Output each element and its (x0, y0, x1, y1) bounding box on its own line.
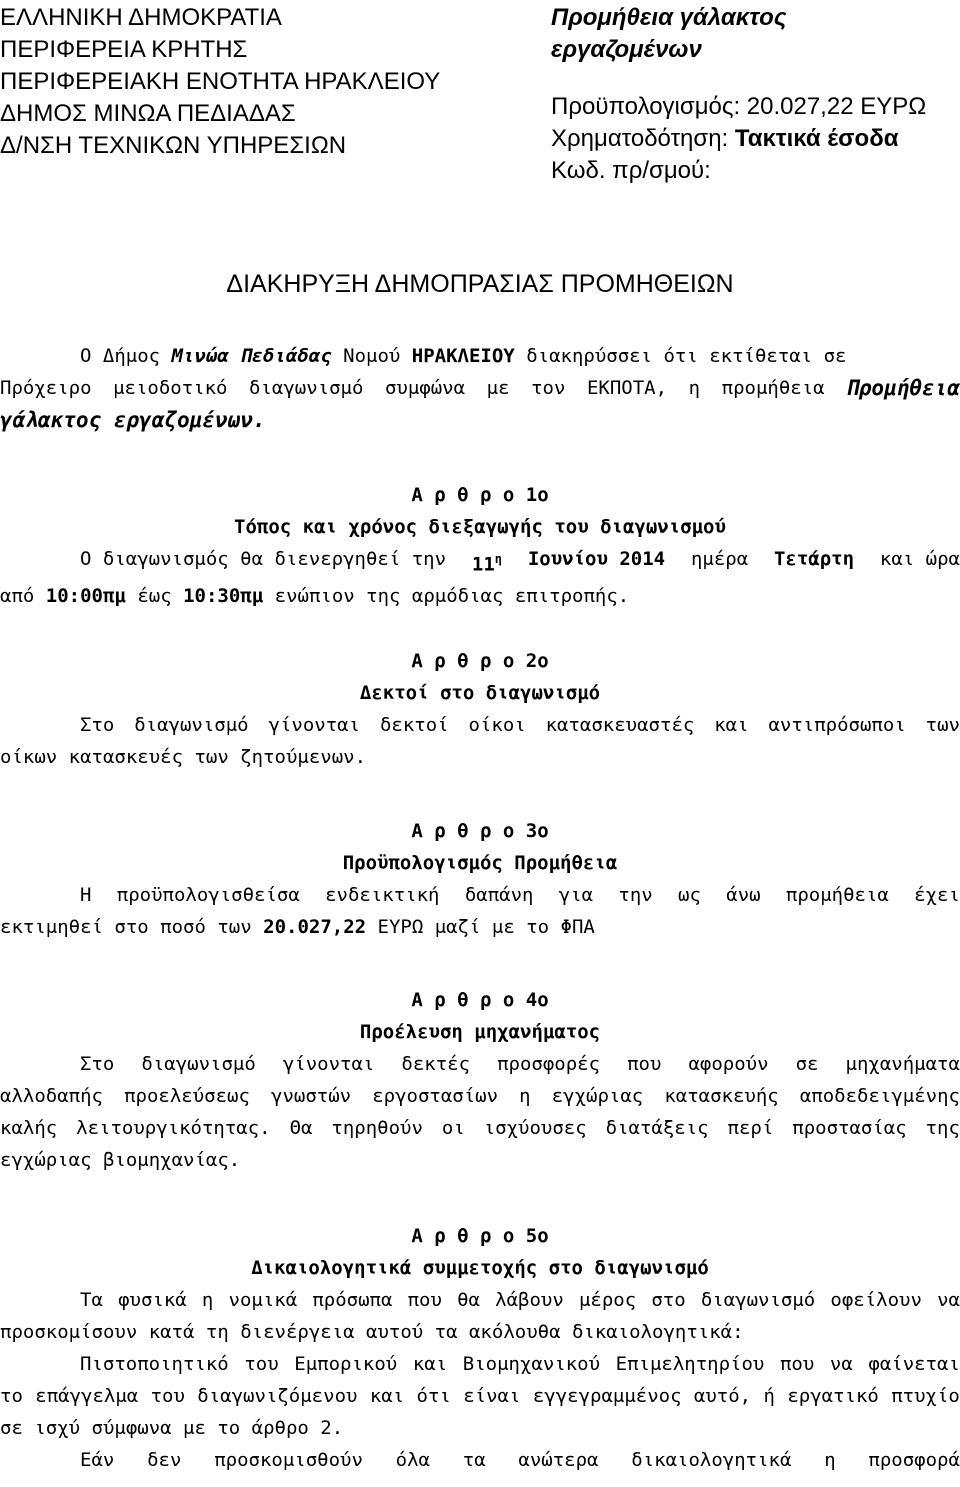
word: προμήθεια (785, 884, 889, 906)
word: φαίνεται (868, 1353, 960, 1375)
procurement-name: Προμήθεια (846, 376, 960, 400)
article-1 (0, 479, 960, 612)
article-4 (0, 984, 960, 1176)
word: και (369, 1385, 405, 1407)
article-text: από (0, 585, 35, 608)
word: του (244, 1353, 279, 1375)
article-text-line: εγχώριας βιομηχανίας. (0, 1149, 241, 1171)
word: Επιμελητηρίου (615, 1353, 765, 1375)
word: ή (763, 1385, 775, 1407)
word: εγχώριας (551, 1085, 644, 1107)
article-text-line: προσκομίσουν κατά τη διενέργεια αυτού τα ακόλουθα δικαιολογητικά: (0, 1321, 744, 1343)
word: αποδεδειγμένης (799, 1085, 960, 1107)
word: στο (651, 1289, 686, 1311)
intro-text: διακηρύσσει ότι εκτίθεται σε (526, 345, 847, 367)
article-heading: Α ρ θ ρ ο 1ο (411, 484, 549, 506)
word: γίνονται (282, 1053, 375, 1075)
article-text: Ο διαγωνισμός θα διενεργηθεί την (80, 548, 447, 570)
word: διαγωνισμό (700, 1289, 816, 1311)
word: περί (727, 1117, 774, 1139)
word: θα (457, 1289, 480, 1311)
article-subheading: Δικαιολογητικά συμμετοχής στο διαγωνισμό (251, 1257, 709, 1279)
start-time: 10:00πμ (45, 585, 126, 608)
word: να (937, 1289, 960, 1311)
word: δεν (147, 1449, 182, 1471)
document-title: ΔΙΑΚΗΡΥΞΗ ΔΗΜΟΠΡΑΣΙΑΣ ΠΡΟΜΗΘΕΙΩΝ (226, 270, 734, 298)
intro-word: προμήθεια (721, 377, 825, 399)
word: δεκτοί (379, 714, 449, 736)
article-text-line (0, 1048, 960, 1080)
word: Στο (80, 714, 115, 736)
article-text: εκτιμηθεί στο ποσό των (0, 916, 252, 938)
word: για (558, 884, 594, 906)
word: επάγγελμα (35, 1385, 139, 1407)
article-text-line (0, 1444, 960, 1476)
word: προσφορές (497, 1053, 601, 1075)
word: η (824, 1449, 836, 1471)
word: πτυχίο (891, 1385, 960, 1407)
word: προϋπολογισθείσα (116, 884, 300, 906)
word: Βιομηχανικού (462, 1353, 601, 1375)
article-text-line (0, 911, 960, 943)
word: αφορούν (688, 1053, 769, 1075)
word: λάβουν (495, 1289, 564, 1311)
word: είναι (463, 1385, 521, 1407)
date-suffix: η (494, 552, 502, 566)
word: αντιπρόσωποι (768, 714, 906, 736)
intro-word: τον (531, 377, 566, 399)
word: πρόσωπα (312, 1289, 393, 1311)
project-info-block (551, 2, 960, 187)
article-text-line (0, 1112, 960, 1144)
weekday: Τετάρτη (773, 548, 855, 570)
word: δαπάνη (464, 884, 534, 906)
word: που (627, 1053, 662, 1075)
budget-amount: 20.027,22 (263, 916, 367, 938)
word: έχει (914, 884, 960, 906)
word: Εμπορικού (294, 1353, 398, 1375)
word: του (150, 1385, 185, 1407)
intro-word: ΕΚΠΟΤΑ, (586, 377, 668, 399)
article-5 (0, 1220, 960, 1476)
article-text-line (0, 879, 960, 911)
word: κατασκευαστές (545, 714, 695, 736)
word: οίκοι (468, 714, 526, 736)
word: προστασίας (792, 1117, 907, 1139)
word: άνω (726, 884, 761, 906)
procurement-name: γάλακτος εργαζομένων. (0, 408, 266, 432)
word: διαγωνισμό (134, 714, 249, 736)
prefecture-name: ΗΡΑΚΛΕΙΟΥ (411, 345, 515, 367)
article-heading: Α ρ θ ρ ο 2ο (411, 650, 549, 672)
budget-code-line: Κωδ. πρ/σμού: (551, 157, 711, 184)
word: και (714, 714, 749, 736)
word: να (829, 1353, 853, 1375)
intro-text: Ο Δήμος (80, 345, 161, 367)
article-heading: Α ρ θ ρ ο 3ο (411, 820, 549, 842)
word: σε (795, 1053, 819, 1075)
word: διατάξεις (605, 1117, 709, 1139)
word: Πιστοποιητικό (80, 1353, 229, 1375)
word: η (519, 1085, 531, 1107)
article-text-line (0, 1080, 960, 1112)
intro-word: διαγωνισμό (249, 377, 364, 399)
word: ότι (416, 1385, 451, 1407)
word: το (0, 1385, 23, 1407)
word: Στο (80, 1053, 115, 1075)
word: εργοστασίων (372, 1085, 499, 1107)
article-text-line (0, 1348, 960, 1380)
funding-label: Χρηματοδότηση: (551, 125, 729, 152)
word: Η (80, 884, 92, 906)
article-text: ενώπιον της αρμόδιας επιτροπής. (274, 585, 630, 608)
word: γίνονται (268, 714, 361, 736)
article-text-line (0, 580, 960, 612)
word: Θα (289, 1117, 313, 1139)
issuer-line: ΕΛΛΗΝΙΚΗ ΔΗΜΟΚΡΑΤΙΑ (0, 4, 282, 31)
article-text: ΕΥΡΩ μαζί με το ΦΠΑ (377, 916, 595, 938)
article-text: ημέρα (690, 548, 749, 570)
intro-word: με (486, 377, 510, 399)
word: που (779, 1353, 815, 1375)
word: τα (462, 1449, 486, 1471)
word: γνωστών (271, 1085, 352, 1107)
word: των (925, 714, 960, 736)
funding-value: Τακτικά έσοδα (734, 125, 899, 152)
word: διαγωνισμό (141, 1053, 256, 1075)
budget-line: Προϋπολογισμός: 20.027,22 ΕΥΡΩ (551, 93, 927, 120)
intro-line (0, 340, 960, 372)
project-title-line: εργαζομένων (551, 36, 702, 63)
article-3 (0, 815, 960, 943)
article-heading: Α ρ θ ρ ο 5ο (411, 1225, 549, 1247)
word: ανώτερα (518, 1449, 599, 1471)
intro-word: η (688, 377, 701, 399)
article-text-line (0, 1380, 960, 1412)
article-subheading: Δεκτοί στο διαγωνισμό (359, 682, 601, 704)
issuer-line: ΠΕΡΙΦΕΡΕΙΑΚΗ ΕΝΟΤΗΤΑ ΗΡΑΚΛΕΙΟΥ (0, 68, 441, 95)
word: της (925, 1117, 960, 1139)
word: νομικά (228, 1289, 298, 1311)
word: προσκομισθούν (214, 1449, 363, 1471)
word: κατασκευής (664, 1085, 779, 1107)
article-text-line (0, 709, 960, 741)
date-day: 11 (471, 553, 495, 576)
word: ως (678, 884, 701, 906)
word: λειτουργικότητας. (76, 1117, 271, 1139)
project-title-line: Προμήθεια γάλακτος (551, 4, 787, 31)
word: Τα (80, 1289, 103, 1311)
article-text-line (0, 1284, 960, 1316)
funding-line (551, 123, 960, 155)
word: εργατικό (787, 1385, 879, 1407)
article-text-line (0, 543, 960, 580)
article-2 (0, 645, 960, 773)
article-text-line: οίκων κατασκευές των ζητούμενων. (0, 746, 367, 768)
date-month-year: Ιουνίου 2014 (527, 548, 666, 570)
word: αυτό, (693, 1385, 752, 1407)
word: οι (441, 1117, 465, 1139)
issuer-line: Δ/ΝΣΗ ΤΕΧΝΙΚΩΝ ΥΠΗΡΕΣΙΩΝ (0, 132, 347, 159)
intro-word: Πρόχειρο (0, 377, 92, 399)
intro-word: συμφώνα (384, 377, 466, 399)
issuer-line: ΠΕΡΙΦΕΡΕΙΑ ΚΡΗΤΗΣ (0, 36, 248, 63)
intro-text: Νομού (343, 345, 401, 367)
article-subheading: Προϋπολογισμός Προμήθεια (342, 852, 618, 874)
word: τηρηθούν (331, 1117, 423, 1139)
intro-paragraph (0, 340, 960, 436)
word: που (407, 1289, 442, 1311)
word: δικαιολογητικά (631, 1449, 792, 1471)
word: οφείλουν (830, 1289, 922, 1311)
word: ισχύουσες (483, 1117, 587, 1139)
article-text: και ώρα (879, 548, 960, 570)
word: την (618, 884, 653, 906)
word: φυσικά (118, 1289, 187, 1311)
issuer-block (0, 2, 520, 162)
word: μηχανήματα (845, 1053, 960, 1075)
word: προελεύσεως (124, 1085, 250, 1107)
article-text: έως (137, 585, 172, 608)
article-heading: Α ρ θ ρ ο 4ο (411, 989, 549, 1011)
word: αλλοδαπής (0, 1085, 103, 1107)
municipality-name: Μινώα Πεδιάδας (171, 345, 332, 367)
word: μέρος (578, 1289, 637, 1311)
word: ενδεικτική (325, 884, 440, 906)
article-text-line: σε ισχύ σύμφωνα με το άρθρο 2. (0, 1417, 344, 1439)
intro-word: μειοδοτικό (113, 377, 228, 399)
article-subheading: Τόπος και χρόνος διεξαγωγής του διαγωνισμού (234, 516, 726, 538)
word: διαγωνιζόμενου (197, 1385, 358, 1407)
word: προσφορά (868, 1449, 960, 1471)
word: και (412, 1353, 448, 1375)
word: εγγεγραμμένος (532, 1385, 682, 1407)
word: δεκτές (401, 1053, 471, 1075)
end-time: 10:30πμ (183, 585, 264, 608)
article-subheading: Προέλευση μηχανήματος (359, 1021, 601, 1043)
intro-line (0, 372, 960, 404)
word: Εάν (80, 1449, 115, 1471)
issuer-line: ΔΗΜΟΣ ΜΙΝΩΑ ΠΕΔΙΑΔΑΣ (0, 100, 296, 127)
word: η (201, 1289, 214, 1311)
word: όλα (395, 1449, 430, 1471)
word: καλής (0, 1117, 58, 1139)
